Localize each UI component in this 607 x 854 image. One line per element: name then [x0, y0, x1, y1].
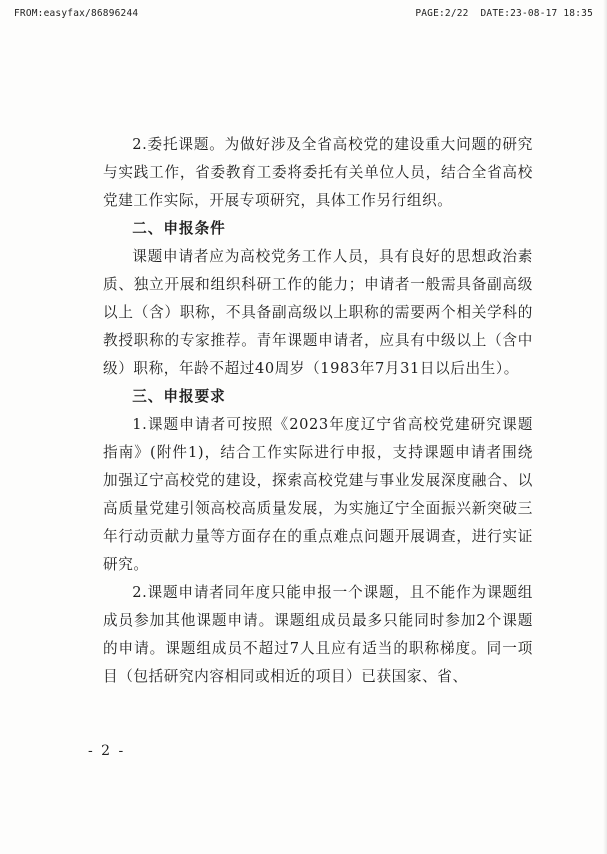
paragraph-application-conditions: 课题申请者应为高校党务工作人员，具有良好的思想政治素质、独立开展和组织科研工作的能力；申请者一般需具备副高级以上（含）职称，不具备副高级以上职称的需要两个相关学科的教授职称的专家推荐。青年课题申请者，应具有中级以上（含中级）职称，年龄不超过40周岁（1983年7月31日以后出生）。	[103, 248, 533, 377]
paragraph-requirement-2: 2.课题申请者同年度只能申报一个课题，且不能作为课题组成员参加其他课题申请。课题组成员最多只能同时参加2个课题的申请。课题组成员不超过7人且应有适当的职称梯度。同一项目（包括研究内容相同或相近的项目）已获国家、省、	[103, 584, 533, 685]
fax-page: PAGE:2/22	[415, 8, 469, 19]
document-body	[103, 131, 533, 691]
scan-edge-shadow	[603, 0, 607, 854]
fax-from: FROM:easyfax/86896244	[14, 8, 139, 19]
fax-header	[14, 8, 593, 24]
fax-date: DATE:23-08-17 18:35	[480, 8, 593, 19]
fax-page-date	[415, 8, 593, 19]
heading-application-requirements: 三、申报要求	[132, 388, 226, 405]
page-number: - 2 -	[88, 743, 126, 759]
paragraph-requirement-1: 1.课题申请者可按照《2023年度辽宁省高校党建研究课题指南》(附件1)，结合工作实际进行申报，支持课题申请者围绕加强辽宁高校党的建设，探索高校党建与事业发展深度融合、以高质量党建引领高校高质量发展，为实施辽宁全面振兴新突破三年行动贡献力量等方面存在的重点难点问题开展调查，进行实证研究。	[103, 416, 533, 573]
heading-application-conditions: 二、申报条件	[132, 220, 226, 237]
paragraph-commissioned-topics: 2.委托课题。为做好涉及全省高校党的建设重大问题的研究与实践工作，省委教育工委将委托有关单位人员，结合全省高校党建工作实际，开展专项研究，具体工作另行组织。	[103, 136, 533, 209]
